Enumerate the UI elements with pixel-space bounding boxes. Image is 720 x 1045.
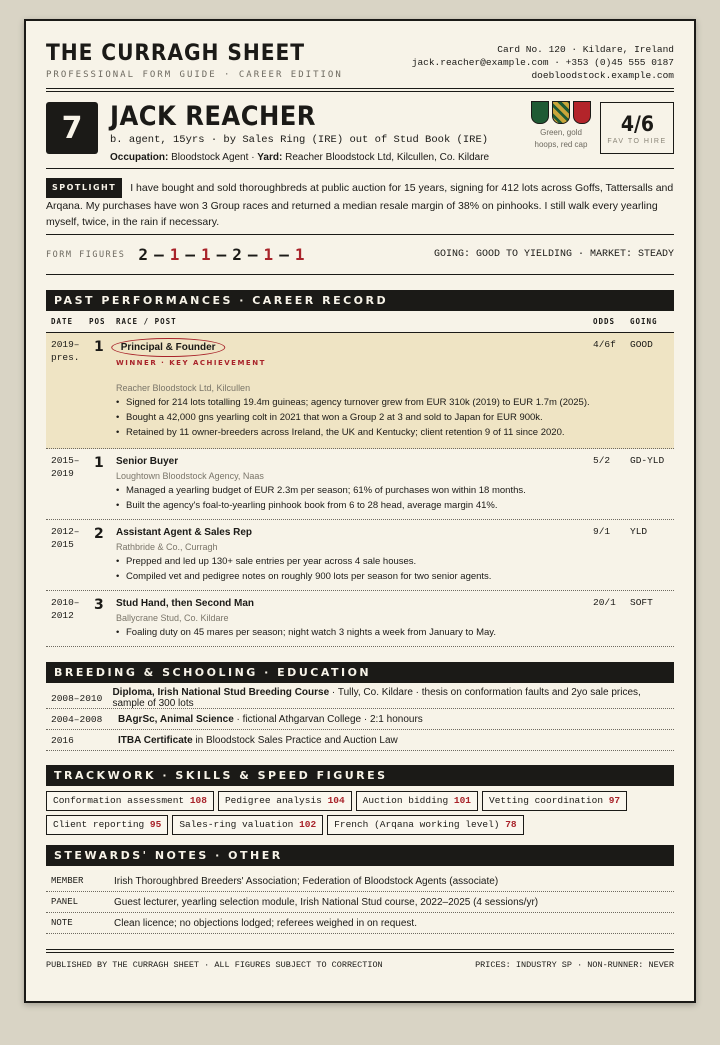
table-row: 2012– 2015 2 Assistant Agent & Sales Rep Rathbride & Co., Curragh • Prepped and led up 130+ sale entries per year across 4 sale houses. • Compiled vet and pedigree notes on roughly 900 lots per season for two senior agents. 9/1 YLD (46, 520, 674, 591)
form-figure: 1 (263, 245, 274, 264)
contact-email-phone[interactable]: jack.reacher@example.com · +353 (0)45 555 0187 (411, 57, 674, 68)
list-item (46, 871, 674, 892)
col-race: RACE / POST (116, 317, 177, 326)
bullet: • Compiled vet and pedigree notes on roughly 900 lots per season for two senior agents. (116, 569, 593, 584)
silk-hoops-icon (552, 101, 570, 124)
form-figure: 1 (294, 245, 305, 264)
contact-block (412, 41, 674, 82)
contact-website[interactable]: doebloodstock.example.com (531, 70, 674, 81)
skill-chip: Vetting coordination 97 (482, 791, 627, 811)
footer (46, 953, 674, 970)
bullet: • Prepped and led up 130+ sale entries per year across 4 sale houses. (116, 554, 593, 569)
odds: 5/2 (593, 455, 611, 466)
bullet: • Retained by 11 owner-breeders across Ireland, the UK and Kentucky; client retention 9 of 11 since 2020. (116, 425, 593, 440)
col-date: DATE (51, 317, 74, 326)
form-sheet (24, 19, 696, 1003)
skill-chip: Client reporting 95 (46, 815, 168, 835)
list-item (46, 913, 674, 934)
education-year: 2008–2010 (51, 692, 103, 704)
going: SOFT (630, 597, 653, 608)
list-item (46, 892, 674, 913)
note-key: NOTE (51, 918, 73, 928)
section-heading-education: BREEDING & SCHOOLING · EDUCATION (46, 662, 674, 683)
col-odds: ODDS (593, 317, 616, 326)
bullet: • Bought a 42,000 gns yearling colt in 2021 that won a Group 2 at 3 and sold to Japan for EUR 900k. (116, 410, 593, 425)
bullet: • Signed for 214 lots totalling 19.4m guineas; agency turnover grew from EUR 310k (2019) to EUR 1.7m (2025). (116, 395, 593, 410)
occupation-line: Occupation: Bloodstock Agent · Yard: Reacher Bloodstock Ltd, Kilcullen, Co. Kildare (110, 152, 490, 163)
section-heading-skills: TRACKWORK · SKILLS & SPEED FIGURES (46, 765, 674, 786)
education-detail: · fictional Athgarvan College · 2:1 honours (233, 713, 423, 725)
skill-chip: Auction bidding 101 (356, 791, 478, 811)
form-figure: 1 (169, 245, 180, 264)
table-header (46, 311, 674, 333)
note-key: MEMBER (51, 876, 84, 886)
bullet-list (116, 483, 593, 513)
education-year: 2016 (51, 734, 74, 746)
occupation-label: Occupation: (110, 152, 169, 163)
role-title: Stud Hand, then Second Man (116, 597, 255, 609)
note-key: PANEL (51, 897, 79, 907)
odds: 9/1 (593, 526, 611, 537)
list-item (46, 688, 674, 709)
list-item (46, 730, 674, 751)
section-heading-notes: STEWARDS' NOTES · OTHER (46, 845, 674, 866)
notes-list (46, 866, 674, 934)
position: 1 (94, 455, 104, 471)
hero (46, 92, 674, 168)
company: Rathbride & Co., Curragh (116, 542, 218, 552)
contact-location: Card No. 120 · Kildare, Ireland (497, 44, 674, 55)
odds-caption: FAV TO HIRE (607, 137, 667, 145)
col-going: GOING (630, 317, 658, 326)
education-title: BAgrSc, Animal Science (118, 713, 234, 725)
list-item (46, 709, 674, 730)
role-title: Senior Buyer (116, 455, 179, 467)
occupation-value: Bloodstock Agent (171, 152, 249, 163)
runner-name: JACK REACHER (110, 101, 316, 132)
role-title: Assistant Agent & Sales Rep (116, 526, 252, 538)
form-figures: 2 – 1 – 1 – 2 – 1 – 1 (138, 245, 305, 264)
education-title: Diploma, Irish National Stud Breeding Course (112, 687, 330, 698)
bullet-list (116, 625, 593, 640)
footer-right: PRICES: INDUSTRY SP · NON-RUNNER: NEVER (475, 960, 674, 970)
bullet: • Foaling duty on 45 mares per season; night watch 3 nights a week from January to May. (116, 625, 593, 640)
note-text: Irish Thoroughbred Breeders' Association; Federation of Bloodstock Agents (associate) (114, 875, 499, 887)
form-figures-row (46, 235, 674, 274)
bullet-list (116, 554, 593, 584)
position: 3 (94, 597, 104, 613)
yard-value: Reacher Bloodstock Ltd, Kilcullen, Co. Kildare (285, 152, 490, 163)
silks (528, 101, 594, 151)
form-figure: 1 (200, 245, 211, 264)
form-figures-label: FORM FIGURES (46, 249, 126, 260)
bullet-list (116, 395, 593, 440)
odds: 20/1 (593, 597, 616, 608)
note-text: Guest lecturer, yearling selection module, Irish National Stud course, 2022–2025 (4 sessions/yr) (114, 896, 539, 908)
table-row: 2019– pres. 1 Principal & Founder WINNER · KEY ACHIEVEMENT Reacher Bloodstock Ltd, Kilcullen • Signed for 214 lots totalling 19.4m guineas; agency turnover grew from EUR 310k (2019) to EUR 1.7m (2025). • Bought a 42,000 gns yearling colt in 2021 that won a Group 2 at 3 and sold to Japan for EUR 900k. • Retained by 11 owner-breeders across Ireland, the UK and Kentucky; client retention 9 of 11 since 2020. 4/6f GOOD (46, 333, 674, 449)
silk-cap-icon (573, 101, 591, 124)
position: 1 (94, 339, 104, 355)
going: GOOD (630, 339, 653, 350)
education-year: 2004–2008 (51, 713, 103, 725)
spotlight-tag: SPOTLIGHT (46, 178, 122, 198)
col-pos: POS (89, 317, 106, 326)
yard-label: Yard: (257, 152, 283, 163)
divider (46, 274, 674, 275)
position: 2 (94, 526, 104, 542)
skill-chip: Sales-ring valuation 102 (172, 815, 323, 835)
spotlight-text: I have bought and sold thoroughbreds at public auction for 15 years, signing for 412 lots across Goffs, Tattersalls and Arqana. My purchases have won 3 Group races and returned a median resale margin of 38% on pinhooks. I still walk every yearling myself, twice, in the rain if necessary. (46, 182, 674, 228)
bullet: • Managed a yearling budget of EUR 2.3m per season; 61% of purchases won within 18 months. (116, 483, 593, 498)
company: Ballycrane Stud, Co. Kildare (116, 613, 229, 623)
skill-chip: Pedigree analysis 104 (218, 791, 352, 811)
form-figure: 2 (138, 245, 149, 264)
skills-chips (46, 786, 674, 839)
odds-box (600, 102, 674, 154)
saddle-cloth-number: 7 (46, 102, 98, 154)
role-title: Principal & Founder (111, 338, 225, 357)
company: Loughtown Bloodstock Agency, Naas (116, 471, 264, 481)
skill-chip: French (Arqana working level) 78 (327, 815, 523, 835)
silk-green-icon (531, 101, 549, 124)
silks-caption: Green, gold hoops, red cap (534, 128, 588, 149)
winner-badge: WINNER · KEY ACHIEVEMENT (116, 359, 266, 367)
spotlight (46, 169, 674, 234)
company: Reacher Bloodstock Ltd, Kilcullen (116, 383, 251, 393)
masthead-title: THE CURRAGH SHEET (46, 41, 305, 66)
bullet: • Built the agency's foal-to-yearling pinhook book from 6 to 28 head, average margin 41%. (116, 498, 593, 513)
going: YLD (630, 526, 648, 537)
going-market: GOING: GOOD TO YIELDING · MARKET: STEADY (433, 249, 674, 260)
masthead-subtitle: PROFESSIONAL FORM GUIDE · CAREER EDITION (46, 70, 343, 80)
education-title: ITBA Certificate (118, 734, 193, 746)
footer-left: PUBLISHED BY THE CURRAGH SHEET · ALL FIGURES SUBJECT TO CORRECTION (46, 960, 383, 970)
education-detail: · Tully, Co. Kildare · thesis on conformation faults and 2yo sale prices, sample of 300 lots (112, 687, 641, 709)
masthead (46, 21, 674, 88)
education-detail: in Bloodstock Sales Practice and Auction Law (192, 734, 398, 746)
odds-value: 4/6 (620, 111, 654, 136)
breeding-line: b. agent, 15yrs · by Sales Ring (IRE) out of Stud Book (IRE) (110, 134, 489, 146)
table-row: 2010– 2012 3 Stud Hand, then Second Man Ballycrane Stud, Co. Kildare • Foaling duty on 45 mares per season; night watch 3 nights a week from January to May. 20/1 SOFT (46, 591, 674, 647)
performances-table (46, 311, 674, 647)
note-text: Clean licence; no objections lodged; referees weighed in on request. (114, 917, 417, 929)
education-list (46, 683, 674, 751)
odds: 4/6f (593, 339, 616, 350)
skill-chip: Conformation assessment 108 (46, 791, 214, 811)
section-heading-performances: PAST PERFORMANCES · CAREER RECORD (46, 290, 674, 311)
form-figure: 2 (232, 245, 242, 264)
table-row: 2015– 2019 1 Senior Buyer Loughtown Bloodstock Agency, Naas • Managed a yearling budget of EUR 2.3m per season; 61% of purchases won within 18 months. • Built the agency's foal-to-yearling pinhook book from 6 to 28 head, average margin 41%. 5/2 GD-YLD (46, 449, 674, 520)
going: GD-YLD (630, 455, 665, 466)
